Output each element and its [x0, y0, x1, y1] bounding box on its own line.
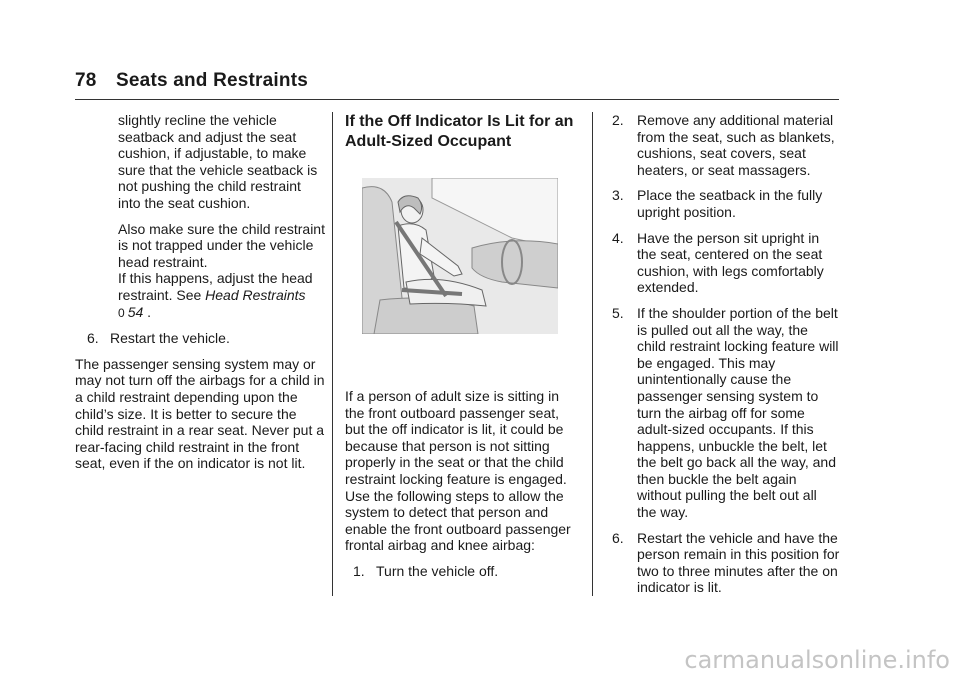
column-middle-body	[345, 388, 580, 580]
column-right	[612, 112, 840, 605]
text-line: Also make sure the child restraint is not trapped under the vehicle head restraint.	[118, 220, 325, 270]
step-text: Remove any additional material from the seat, such as blankets, cushions, seat covers, seat heaters, or seat massagers.	[637, 112, 835, 178]
step-number: 6.	[612, 529, 624, 546]
column-middle	[345, 112, 580, 152]
step-text: Restart the vehicle and have the person remain in this position for two to three minutes after the on indicator is lit.	[637, 529, 840, 596]
list-item	[612, 112, 840, 178]
step-number: 1.	[353, 562, 365, 579]
paragraph: If a person of adult size is sitting in the front outboard passenger seat, but the off indicator is lit, it could be because that person is not sitting properly in the seat or that the child restraint locking feature is engaged. Use the following steps to allow the system to detect that person and enable the front outboard passenger frontal airbag and knee airbag:	[345, 388, 571, 554]
paragraph: Also make sure the child restraint is not trapped under the vehicle head restraint. If this happens, adjust the head restraint. See Head Restraints 0 54 .	[118, 220, 325, 320]
step-text: Turn the vehicle off.	[376, 562, 499, 579]
header-rule	[75, 99, 839, 100]
step-number: 6.	[87, 330, 99, 347]
step-text: Restart the vehicle.	[110, 330, 230, 347]
paragraph: slightly recline the vehicle seatback and adjust the seat cushion, if adjustable, to make sure that the vehicle seatback is not pushing the child restraint into the seat cushion.	[118, 112, 318, 211]
column-left	[75, 112, 325, 472]
column-divider	[332, 112, 333, 596]
occupant-illustration	[362, 178, 558, 334]
list-item	[75, 330, 325, 347]
page-reference-icon: 0	[118, 305, 125, 320]
seated-passenger-icon	[362, 178, 558, 334]
step-text: Have the person sit upright in the seat, centered on the seat cushion, with legs comfortably extended.	[637, 229, 824, 296]
text-line: If this happens, adjust the head restraint. See	[118, 270, 313, 303]
step-number: 5.	[612, 304, 624, 321]
page-number: 78	[75, 70, 97, 91]
column-divider	[592, 112, 593, 596]
list-item	[345, 563, 580, 580]
step-text: Place the seatback in the fully upright position.	[637, 187, 823, 220]
page-reference-link[interactable]: 54	[127, 303, 144, 320]
list-item	[612, 187, 840, 220]
step-number: 3.	[612, 187, 624, 204]
cross-reference-link[interactable]: Head Restraints	[205, 286, 306, 303]
list-item	[612, 530, 840, 596]
page-header	[75, 70, 308, 92]
list-item	[612, 230, 840, 296]
list-item	[612, 305, 840, 521]
section-title: Seats and Restraints	[116, 70, 308, 91]
section-heading: If the Off Indicator Is Lit for an Adult-Sized Occupant	[345, 113, 574, 150]
step-text: If the shoulder portion of the belt is pulled out all the way, the child restraint locking feature will be engaged. This may unintentionally cause the passenger sensing system to turn the airbag off for some adult-sized occupants. If this happens, unbuckle the belt, let the belt go back all the way, and then buckle the belt again without pulling the belt out all the way.	[637, 304, 839, 521]
step-number: 2.	[612, 112, 624, 128]
site-watermark: carmanualsonline.info	[684, 646, 950, 674]
step-number: 4.	[612, 229, 624, 246]
paragraph: The passenger sensing system may or may not turn off the airbags for a child in a child restraint depending upon the child’s size. It is better to secure the child restraint in a rear seat. Never put a rear-facing child restraint in the front seat, even if the on indicator is not lit.	[75, 355, 325, 472]
